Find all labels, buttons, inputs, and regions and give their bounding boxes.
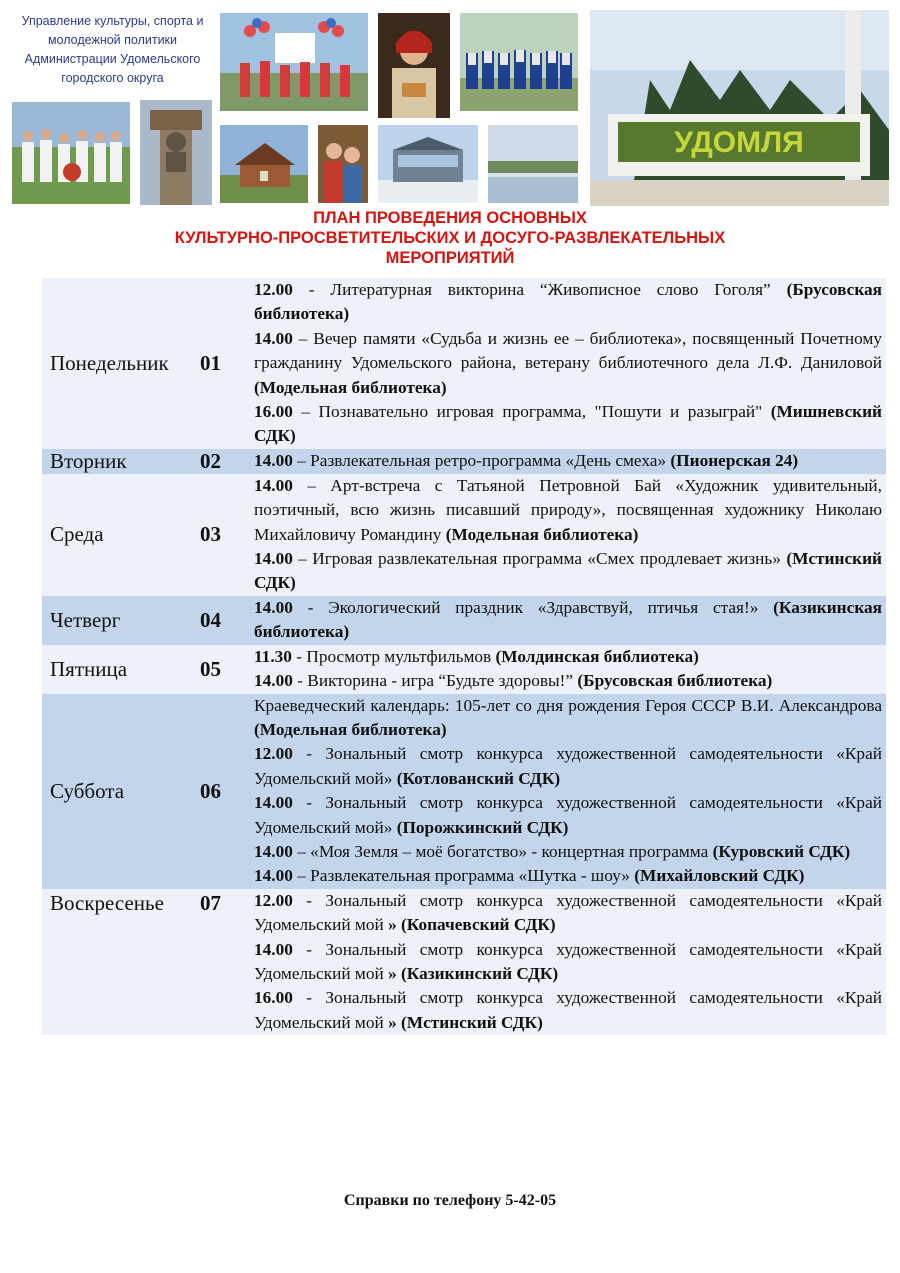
sign-lettering: УДОМЛЯ	[674, 126, 804, 159]
photo-painting-portrait	[378, 13, 450, 118]
event-item	[254, 327, 882, 400]
event-time: 14.00	[254, 793, 293, 813]
event-venue: » (Мстинский СДК)	[388, 1012, 543, 1032]
event-time: 14.00	[254, 866, 293, 886]
event-time: 14.00	[254, 841, 293, 861]
date-number: 04	[200, 596, 252, 645]
photo-folk-dancers	[220, 13, 368, 111]
event-item	[254, 938, 882, 987]
event-item	[254, 840, 882, 864]
event-description: Игровая развлекательная программа «Смех продлевает жизнь»	[312, 549, 781, 569]
event-venue: (Модельная библиотека)	[445, 524, 639, 544]
photo-monument	[140, 100, 212, 205]
title-line: ПЛАН ПРОВЕДЕНИЯ ОСНОВНЫХ	[313, 209, 587, 227]
event-separator: –	[292, 328, 314, 348]
weekday: Понедельник	[42, 278, 200, 449]
event-time: 16.00	[254, 402, 293, 422]
event-description: Зональный смотр конкурса художественной самодеятельности «Край Удомельский мой	[254, 988, 882, 1032]
event-separator: -	[292, 671, 308, 691]
event-venue: (Казикинская библиотека)	[254, 597, 882, 642]
event-venue: (Мстинский СДК)	[254, 549, 882, 593]
photo-wooden-house	[220, 125, 308, 203]
date-number: 01	[200, 278, 252, 449]
event-item	[254, 596, 882, 645]
event-separator: –	[292, 866, 311, 886]
event-venue: » (Казикинский СДК)	[388, 963, 559, 983]
weekday: Пятница	[42, 645, 200, 694]
event-separator: -	[292, 988, 326, 1008]
event-item	[254, 742, 882, 791]
event-description: Развлекательная программа «Шутка - шоу»	[310, 866, 630, 886]
event-item	[254, 694, 882, 743]
event-description: Зональный смотр конкурса художественной самодеятельности «Край Удомельский мой	[254, 890, 882, 935]
photo-painting-children	[318, 125, 368, 203]
date-number: 07	[200, 889, 252, 1035]
event-separator: –	[292, 475, 331, 495]
event-item	[254, 278, 882, 327]
date-number: 06	[200, 694, 252, 889]
organization-name	[10, 12, 215, 88]
header-banner	[0, 0, 900, 210]
event-venue: (Куровский СДК)	[712, 841, 851, 861]
event-description: Просмотр мультфильмов	[306, 646, 492, 666]
event-time: 14.00	[254, 549, 293, 569]
event-separator: -	[292, 939, 326, 959]
event-venue: (Михайловский СДК)	[634, 866, 805, 886]
event-venue: (Порожкинский СДК)	[396, 817, 569, 837]
photo-youth-group	[12, 102, 130, 204]
photo-modern-building	[378, 125, 478, 203]
event-description: Познавательно игровая программа, "Пошути и разыграй"	[318, 402, 763, 422]
events-cell	[252, 474, 886, 596]
org-line: молодежной политики	[47, 33, 178, 47]
event-item	[254, 449, 882, 473]
event-separator: –	[292, 402, 319, 422]
event-description: Зональный смотр конкурса художественной самодеятельности «Край Удомельский мой»	[254, 793, 882, 837]
event-description: Зональный смотр конкурса художественной самодеятельности «Край Удомельский мой»	[254, 744, 882, 788]
event-item	[254, 791, 882, 840]
event-venue: (Мишневский СДК)	[254, 402, 883, 446]
event-item	[254, 889, 882, 938]
event-item	[254, 986, 882, 1035]
event-venue: (Брусовская библиотека)	[577, 671, 773, 691]
event-venue: (Модельная библиотека)	[254, 719, 447, 739]
event-item	[254, 669, 882, 693]
schedule-row	[42, 694, 886, 889]
date-number: 05	[200, 645, 252, 694]
org-line: Администрации Удомельского	[24, 52, 201, 66]
weekday: Воскресенье	[42, 889, 200, 1035]
schedule-row	[42, 889, 886, 1035]
event-time: 14.00	[254, 451, 293, 471]
event-separator: –	[292, 549, 313, 569]
events-cell	[252, 278, 886, 449]
event-item	[254, 864, 882, 888]
schedule-row	[42, 449, 886, 474]
events-cell	[252, 889, 886, 1035]
event-time: 12.00	[254, 890, 293, 910]
event-time: 11.30	[254, 646, 292, 666]
event-time: 12.00	[254, 280, 293, 299]
event-separator: -	[291, 646, 307, 666]
page-title	[0, 208, 900, 268]
title-line: КУЛЬТУРНО-ПРОСВЕТИТЕЛЬСКИХ И ДОСУГО-РАЗВЛЕКАТЕЛЬНЫХ	[174, 229, 726, 247]
event-time: 14.00	[254, 328, 293, 348]
event-description: Краеведческий календарь: 105-лет со дня рождения Героя СССР В.И. Александрова	[254, 695, 882, 715]
event-separator: -	[292, 280, 331, 299]
event-description: Вечер памяти «Судьба и жизнь ее – библиотека», посвященный Почетному гражданину Удомельского района, ветерану библиотечного дела Л.Ф. Даниловой	[254, 328, 882, 373]
event-item	[254, 645, 882, 669]
schedule-row	[42, 645, 886, 694]
event-time: 14.00	[254, 475, 293, 495]
event-separator: –	[292, 451, 311, 471]
schedule-table	[42, 278, 886, 1035]
weekday: Вторник	[42, 449, 200, 474]
event-description: Развлекательная ретро-программа «День смеха»	[310, 451, 667, 471]
event-venue: (Брусовская библиотека)	[254, 280, 883, 324]
event-description: Экологический праздник «Здравствуй, птичья стая!»	[328, 597, 759, 617]
schedule-row	[42, 278, 886, 449]
event-venue: (Котлованский СДК)	[396, 768, 561, 788]
event-venue: (Пионерская 24)	[670, 451, 799, 471]
event-time: 12.00	[254, 744, 293, 764]
event-item	[254, 474, 882, 547]
weekday: Суббота	[42, 694, 200, 889]
event-separator: -	[292, 744, 326, 764]
org-line: Управление культуры, спорта и	[21, 14, 204, 28]
event-venue: (Модельная библиотека)	[254, 377, 447, 397]
event-description: «Моя Земля – моё богатство» - концертная программа	[310, 841, 709, 861]
contact-phone: Справки по телефону 5-42-05	[343, 1192, 557, 1209]
photo-choir	[460, 13, 578, 111]
schedule-body	[42, 278, 886, 1035]
title-line: МЕРОПРИЯТИЙ	[385, 249, 515, 267]
weekday: Среда	[42, 474, 200, 596]
schedule-row	[42, 596, 886, 645]
date-number: 02	[200, 449, 252, 474]
event-time: 16.00	[254, 988, 293, 1008]
event-separator: -	[292, 597, 329, 617]
date-number: 03	[200, 474, 252, 596]
weekday: Четверг	[42, 596, 200, 645]
photo-lake-landscape	[488, 125, 578, 203]
event-separator: -	[292, 890, 326, 910]
event-venue: (Молдинская библиотека)	[495, 646, 699, 666]
event-description: Литературная викторина “Живописное слово Гоголя”	[330, 280, 771, 299]
event-time: 14.00	[254, 597, 293, 617]
events-cell	[252, 694, 886, 889]
event-description: Арт-встреча с Татьяной Петровной Бай «Художник удивительный, поэтичный, всю жизнь писавший природу», посвященная художнику Николаю Михайловичу Романдину	[254, 475, 883, 544]
event-separator: -	[292, 793, 326, 813]
events-cell	[252, 596, 886, 645]
event-item	[254, 400, 882, 449]
org-line: городского округа	[61, 71, 164, 85]
photo-udomlya-sign	[590, 10, 889, 206]
event-venue: » (Копачевский СДК)	[388, 915, 556, 935]
events-cell	[252, 449, 886, 474]
event-separator: –	[292, 841, 311, 861]
schedule-row	[42, 474, 886, 596]
event-item	[254, 547, 882, 596]
event-description: Викторина - игра “Будьте здоровы!”	[307, 671, 574, 691]
event-time: 14.00	[254, 939, 293, 959]
events-cell	[252, 645, 886, 694]
event-time: 14.00	[254, 671, 293, 691]
event-description: Зональный смотр конкурса художественной самодеятельности «Край Удомельский мой	[254, 939, 882, 983]
